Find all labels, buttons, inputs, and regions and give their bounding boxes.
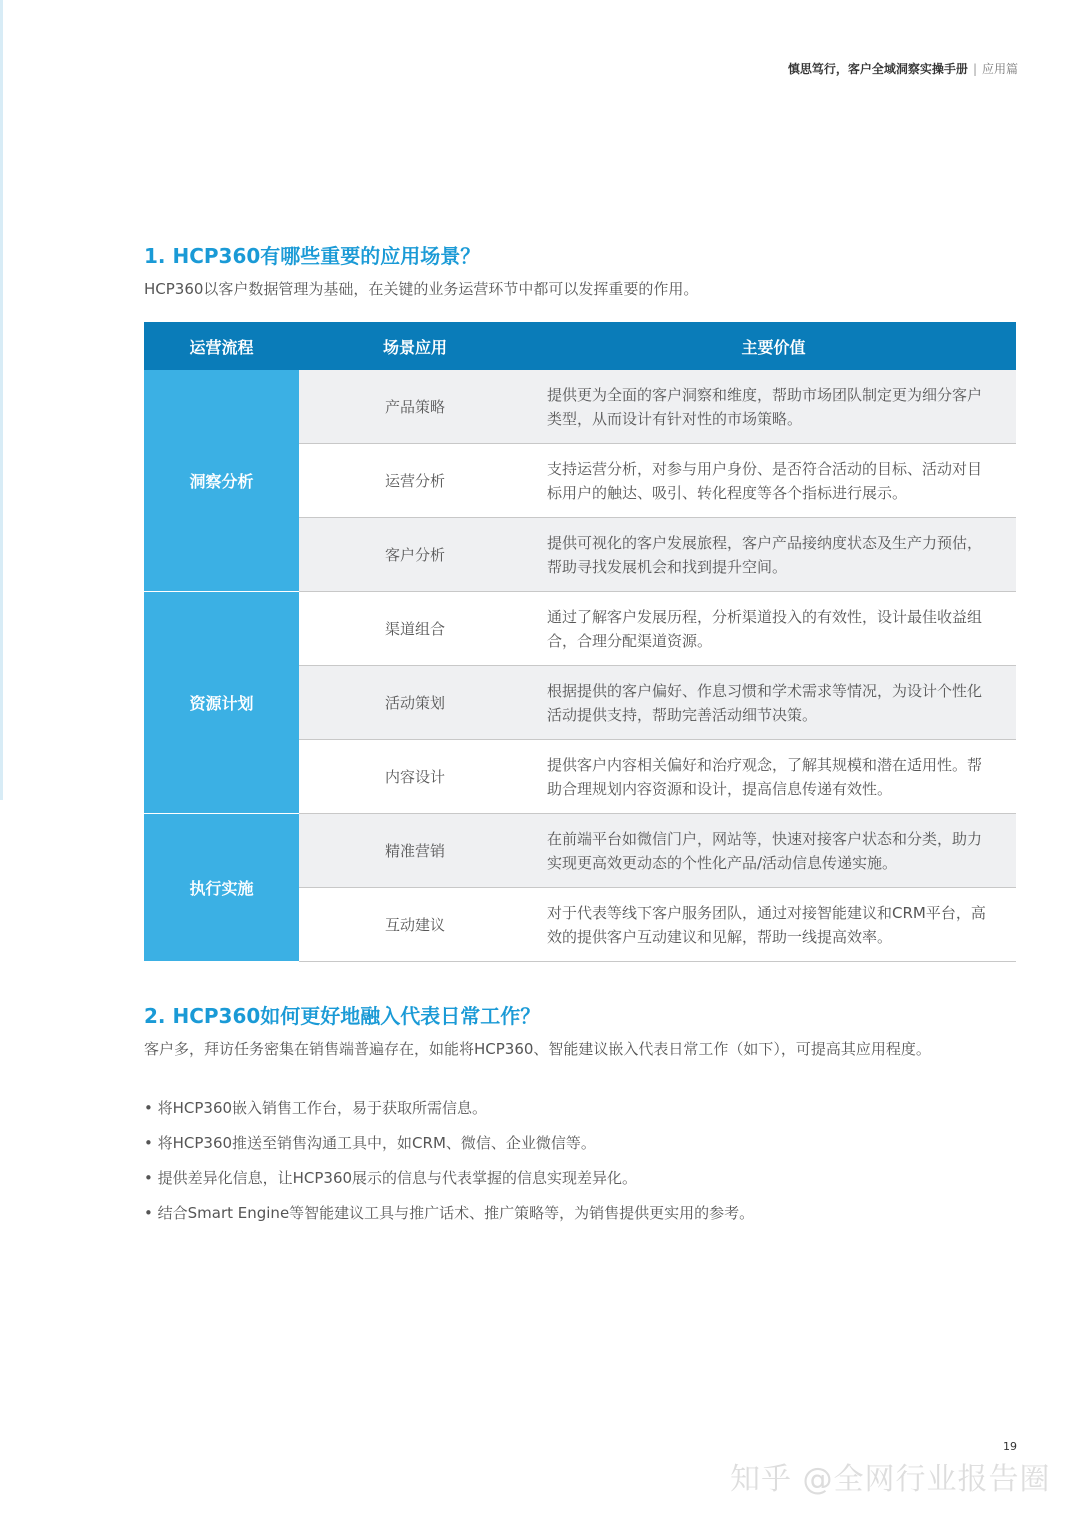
scene-cell: 精准营销	[299, 814, 531, 888]
watermark: 知乎 @全网行业报告圈	[730, 1462, 1051, 1497]
col-header: 主要价值	[531, 322, 1016, 370]
scene-cell: 渠道组合	[299, 592, 531, 666]
section-2-intro: 客户多，拜访任务密集在销售端普遍存在，如能将HCP360、智能建议嵌入代表日常工作（如下），可提高其应用程度。	[144, 1040, 931, 1058]
table-row	[144, 592, 1016, 666]
value-cell: 提供客户内容相关偏好和治疗观念，了解其规模和潜在适用性。帮助合理规划内容资源和设计，提高信息传递有效性。	[531, 740, 1016, 814]
col-header: 场景应用	[299, 322, 531, 370]
section-1-title: 1. HCP360有哪些重要的应用场景？	[144, 244, 481, 268]
value-cell: 根据提供的客户偏好、作息习惯和学术需求等情况，为设计个性化活动提供支持，帮助完善活动细节决策。	[531, 666, 1016, 740]
running-header	[788, 60, 1018, 77]
value-cell: 在前端平台如微信门户，网站等，快速对接客户状态和分类，助力实现更高效更动态的个性化产品/活动信息传递实施。	[531, 814, 1016, 888]
process-group-cell: 执行实施	[144, 814, 299, 962]
bullet-item: • 结合Smart Engine等智能建议工具与推广话术、推广策略等，为销售提供更实用的参考。	[144, 1204, 755, 1222]
scene-cell: 活动策划	[299, 666, 531, 740]
value-cell: 提供可视化的客户发展旅程，客户产品接纳度状态及生产力预估，帮助寻找发展机会和找到提升空间。	[531, 518, 1016, 592]
value-cell: 通过了解客户发展历程，分析渠道投入的有效性，设计最佳收益组合，合理分配渠道资源。	[531, 592, 1016, 666]
page-edge	[0, 0, 3, 800]
scenario-table	[144, 322, 1016, 962]
value-cell: 对于代表等线下客户服务团队，通过对接智能建议和CRM平台，高效的提供客户互动建议和见解，帮助一线提高效率。	[531, 888, 1016, 962]
col-header: 运营流程	[144, 322, 299, 370]
bullet-item: • 将HCP360推送至销售沟通工具中，如CRM、微信、企业微信等。	[144, 1134, 596, 1152]
section-1-intro: HCP360以客户数据管理为基础，在关键的业务运营环节中都可以发挥重要的作用。	[144, 280, 699, 298]
section-2-title: 2. HCP360如何更好地融入代表日常工作？	[144, 1004, 541, 1028]
value-cell: 提供更为全面的客户洞察和维度，帮助市场团队制定更为细分客户类型，从而设计有针对性的市场策略。	[531, 370, 1016, 444]
scene-cell: 产品策略	[299, 370, 531, 444]
scene-cell: 内容设计	[299, 740, 531, 814]
process-group-cell: 资源计划	[144, 592, 299, 814]
process-group-cell: 洞察分析	[144, 370, 299, 592]
bullet-item: • 将HCP360嵌入销售工作台，易于获取所需信息。	[144, 1099, 488, 1117]
scene-cell: 运营分析	[299, 444, 531, 518]
table-row	[144, 814, 1016, 888]
value-cell: 支持运营分析，对参与用户身份、是否符合活动的目标、活动对目标用户的触达、吸引、转化程度等各个指标进行展示。	[531, 444, 1016, 518]
scene-cell: 客户分析	[299, 518, 531, 592]
scene-cell: 互动建议	[299, 888, 531, 962]
header-section: 应用篇	[981, 62, 1018, 76]
header-separator: |	[972, 62, 977, 76]
page-number: 19	[1003, 1440, 1017, 1453]
header-title: 慎思笃行，客户全域洞察实操手册	[787, 62, 968, 76]
table-row	[144, 370, 1016, 444]
bullet-item: • 提供差异化信息，让HCP360展示的信息与代表掌握的信息实现差异化。	[144, 1169, 638, 1187]
